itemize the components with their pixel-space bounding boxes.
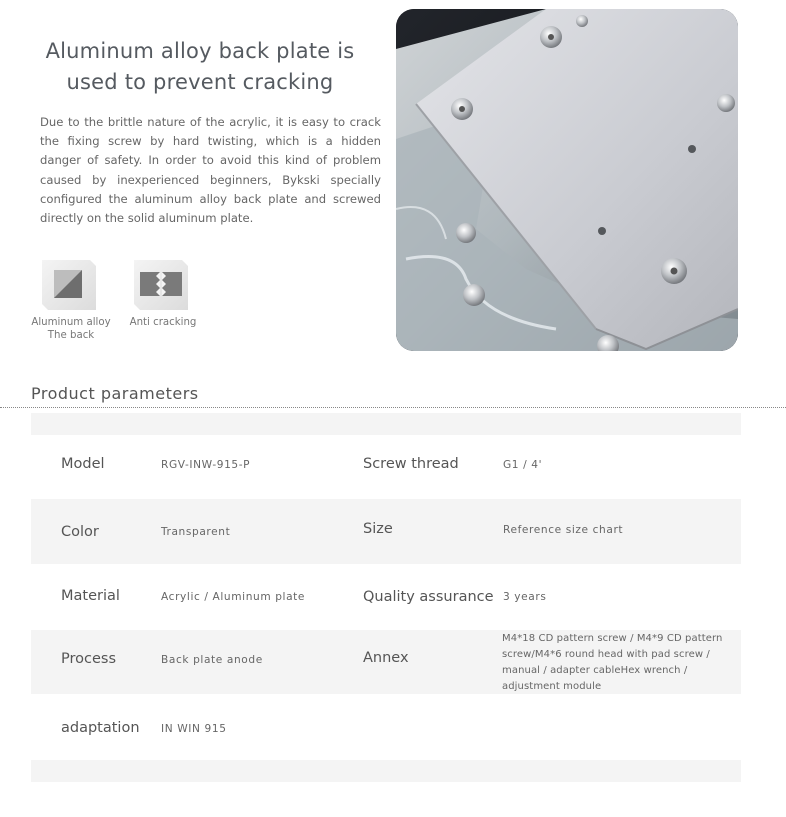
param-label-quality-assurance: Quality assurance (363, 589, 494, 605)
param-label-color: Color (61, 524, 99, 540)
feature-anti-crack-label: Anti cracking (129, 317, 197, 328)
param-label-adaptation: adaptation (61, 720, 140, 736)
param-label-material: Material (61, 588, 120, 604)
hero-title (30, 36, 370, 98)
param-value-quality-assurance: 3 years (503, 591, 547, 603)
param-value-adaptation: IN WIN 915 (161, 723, 227, 735)
param-value-material: Acrylic / Aluminum plate (161, 591, 306, 603)
section-divider (0, 407, 786, 408)
param-label-screw-thread: Screw thread (363, 456, 459, 472)
param-label-annex: Annex (363, 650, 409, 666)
param-label-process: Process (61, 651, 117, 667)
param-value-process: Back plate anode (161, 654, 263, 666)
hero-title-line2: used to prevent cracking (66, 70, 334, 94)
hero-description: Due to the brittle nature of the acrylic, it is easy to crack the fixing screw by hard twisting, which is a hidden danger of safety. In order to avoid this kind of problem caused by inexperienced beginners, Bykski specially configured the aluminum alloy back plate and screwed directly on the solid aluminum plate. (40, 115, 381, 226)
param-value-color: Transparent (161, 526, 231, 538)
feature-aluminum-label: Aluminum alloy The back (31, 317, 111, 341)
param-value-size: Reference size chart (503, 524, 624, 536)
feature-aluminum (30, 258, 112, 342)
section-title-product-parameters: Product parameters (31, 384, 199, 403)
anti-crack-icon (132, 258, 190, 312)
param-value-annex: M4*18 CD pattern screw / M4*9 CD pattern screw/M4*6 round head with pad screw / manual / adapter cableHex wrench / adjustment module (502, 633, 723, 692)
param-label-size: Size (363, 521, 393, 537)
param-value-screw-thread: G1 / 4' (503, 459, 543, 471)
product-photo (396, 9, 738, 351)
param-value-model: RGV-INW-915-P (161, 459, 251, 471)
param-label-model: Model (61, 456, 105, 472)
feature-anti-crack (126, 258, 200, 329)
aluminum-plate-icon (40, 258, 98, 312)
table-band-bottom (31, 760, 741, 782)
table-band-top (31, 413, 741, 435)
hero-title-line1: Aluminum alloy back plate is (45, 39, 355, 63)
